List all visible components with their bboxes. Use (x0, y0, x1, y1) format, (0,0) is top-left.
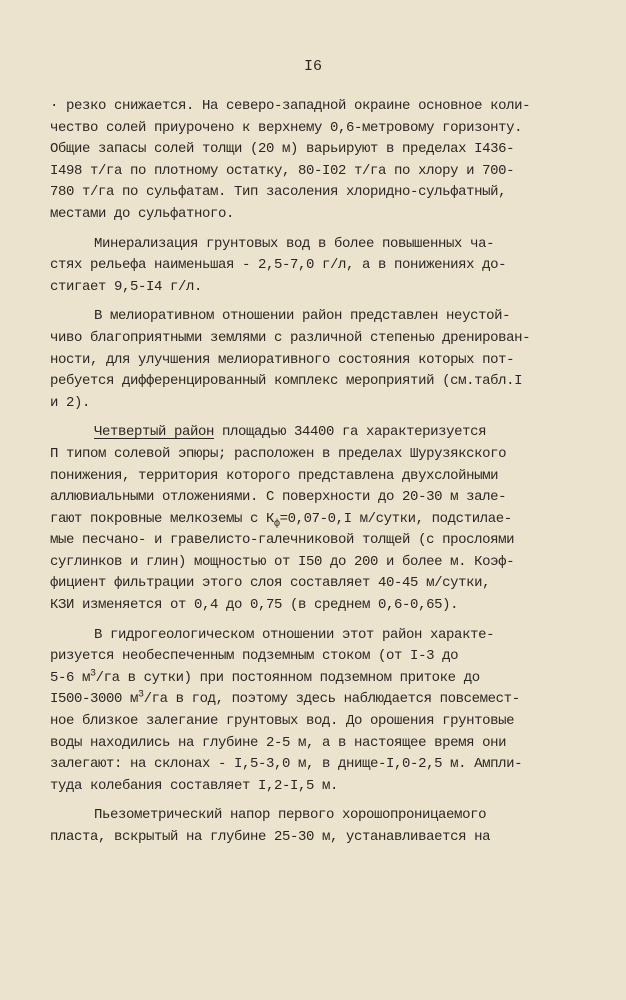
text-line: понижения, территория которого представлена двухслойными (50, 467, 499, 484)
text-line (50, 668, 590, 690)
text-line: I498 т/га по плотному остатку, 80-I02 т/га по хлору и 700- (50, 162, 515, 179)
paragraph-3 (50, 306, 590, 414)
text-line: ризуется необеспеченным подземным стоком (от I-3 до (50, 648, 459, 665)
text-line: Пьезометрический напор первого хорошопроницаемого (94, 807, 487, 824)
page-body (50, 96, 590, 849)
text-line (50, 422, 590, 444)
section-heading: Четвертый район (94, 424, 215, 441)
text-line: ное близкое залегание грунтовых вод. До орошения грунтовые (50, 713, 515, 730)
paragraph-2 (50, 234, 590, 299)
text-line: воды находились на глубине 2-5 м, а в настоящее время они (50, 734, 507, 751)
paragraph-6 (50, 805, 590, 848)
text-line: местами до сульфатного. (50, 205, 235, 222)
text-line: П типом солевой эпюры; расположен в пределах Шурузякского (50, 445, 507, 462)
text-line: мые песчано- и гравелисто-галечниковой толщей (с прослоями (50, 532, 515, 549)
text-line (50, 509, 590, 531)
superscript: 3 (138, 689, 144, 701)
text-fragment: I500-3000 м (50, 691, 139, 708)
text-line: 780 т/га по сульфатам. Тип засоления хлоридно-сульфатный, (50, 184, 507, 201)
text-line: залегают: на склонах - I,5-3,0 м, в днище-I,0-2,5 м. Ампли- (50, 756, 523, 773)
text-line: чиво благоприятными землями с различной степенью дренирован- (50, 329, 531, 346)
subscript: ф (274, 518, 280, 530)
text-line: Общие запасы солей толщи (20 м) варьируют в пределах I436- (50, 141, 515, 158)
text-line: Минерализация грунтовых вод в более повышенных ча- (94, 235, 495, 252)
text-line: фициент фильтрации этого слоя составляет 40-45 м/сутки, (50, 575, 491, 592)
text-line (50, 689, 590, 711)
text-line: ности, для улучшения мелиоративного состояния которых пот- (50, 351, 515, 368)
text-line: стигает 9,5-I4 г/л. (50, 278, 203, 295)
page-number: I6 (303, 58, 322, 75)
text-line: суглинков и глин) мощностью от I50 до 200 и более м. Коэф- (50, 553, 515, 570)
text-fragment: =0,07-0,I м/сутки, подстилае- (279, 510, 512, 527)
text-line: · резко снижается. На северо-западной окраине основное коли- (50, 98, 531, 114)
text-line: и 2). (50, 394, 91, 411)
text-line: аллювиальными отложениями. С поверхности до 20-30 м зале- (50, 489, 507, 506)
text-line: В гидрогеологическом отношении этот район характе- (94, 626, 495, 643)
text-line: В мелиоративном отношении район представлен неустой- (94, 308, 511, 325)
text-fragment: /га в сутки) при постоянном подземном притоке до (95, 669, 480, 686)
text-fragment: гают покровные мелкоземы с К (50, 510, 275, 527)
text-line: ребуется дифференцированный комплекс мероприятий (см.табл.I (50, 373, 523, 390)
text-line: туда колебания составляет I,2-I,5 м. (50, 777, 339, 794)
superscript: 3 (90, 668, 96, 680)
paragraph-5 (50, 625, 590, 798)
text-line: пласта, вскрытый на глубине 25-30 м, устанавливается на (50, 829, 491, 845)
text-line: КЗИ изменяется от 0,4 до 0,75 (в среднем 0,6-0,65). (50, 597, 459, 614)
paragraph-1 (50, 96, 590, 226)
text-fragment: /га в год, поэтому здесь наблюдается повсемест- (143, 691, 520, 708)
paragraph-4 (50, 422, 590, 616)
text-line: стях рельефа наименьшая - 2,5-7,0 г/л, а в понижениях до- (50, 257, 507, 274)
text-fragment: 5-6 м (50, 669, 91, 686)
text-fragment: площадью 34400 га характеризуется (214, 424, 487, 441)
text-line: чество солей приурочено к верхнему 0,6-метровому горизонту. (50, 119, 523, 136)
